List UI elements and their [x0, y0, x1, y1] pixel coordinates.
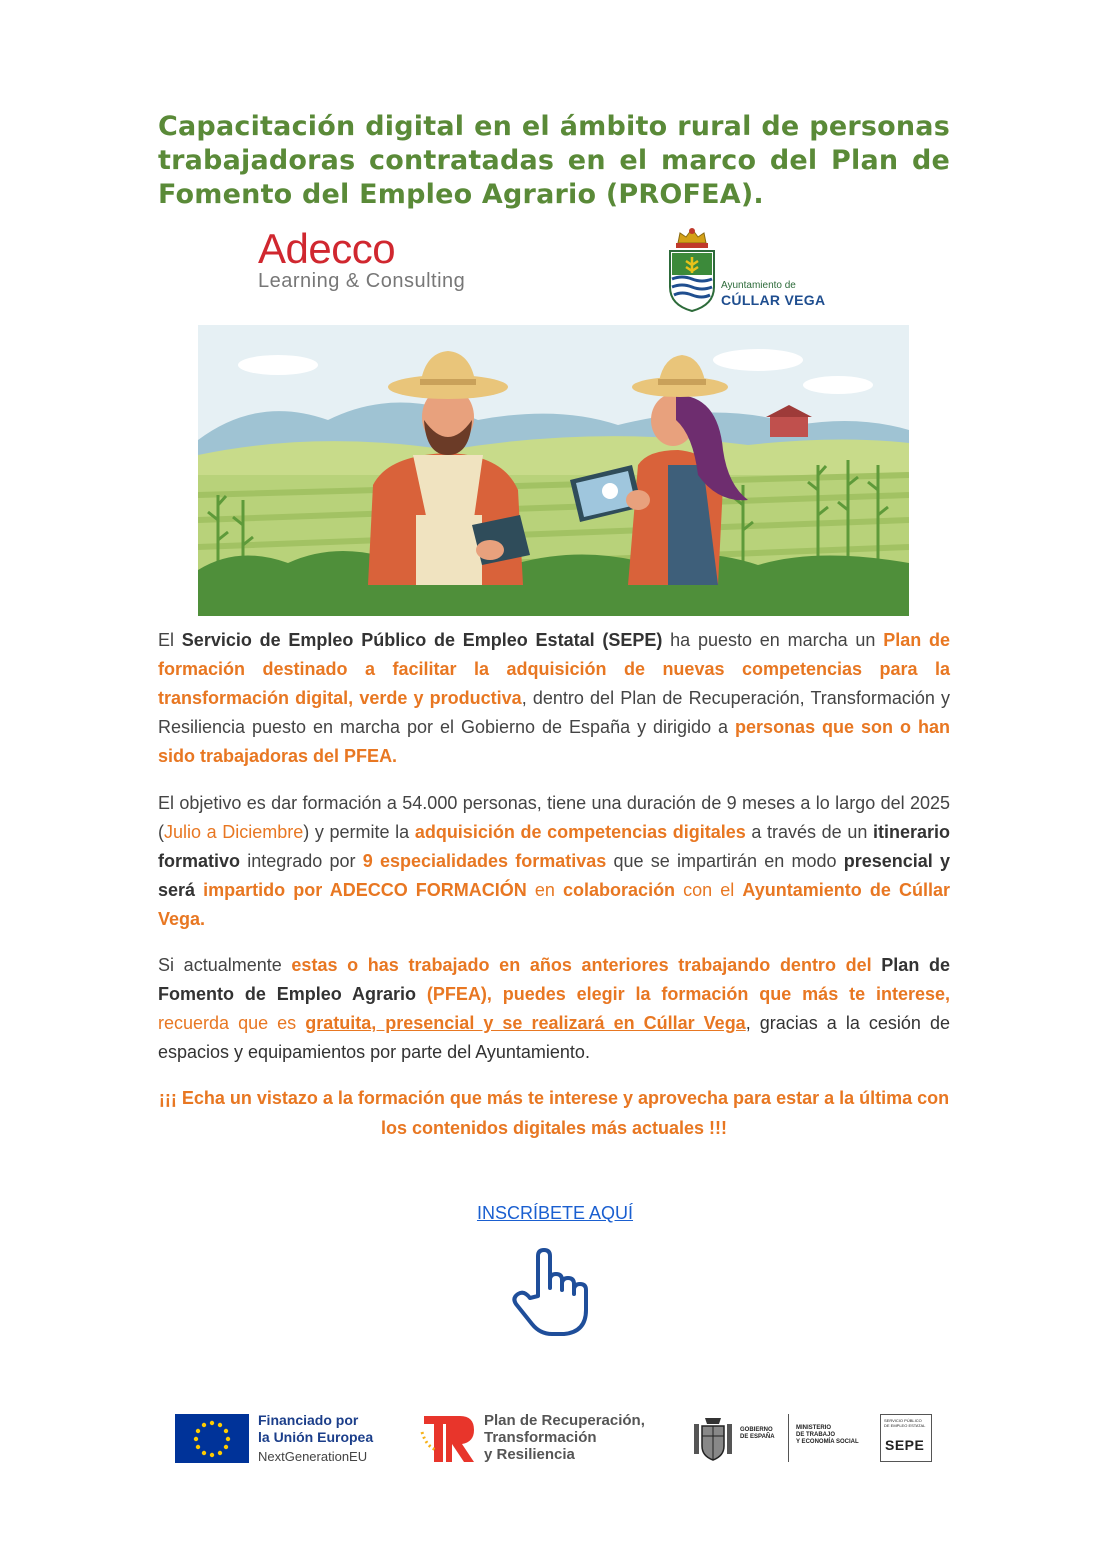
text-span: en	[526, 880, 564, 900]
highlight-especialidades: 9 especialidades formativas	[362, 851, 607, 871]
highlight-trabajado: estas o has trabajado en años anteriores trabajando dentro del	[291, 955, 872, 975]
text-span: El objetivo es dar formación a 54.000 personas, tiene una duración de 9 meses a lo largo del 2025 (	[158, 793, 950, 842]
prtr-line1: Plan de Recuperación,	[484, 1412, 645, 1429]
ayuntamiento-logo	[664, 225, 910, 325]
text-span: a través de un	[745, 822, 873, 842]
sepe-subtitle: SERVICIO PÚBLICO DE EMPLEO ESTATAL	[884, 1418, 926, 1428]
register-link[interactable]: INSCRÍBETE AQUÍ	[476, 1203, 634, 1223]
text-span: integrado por	[240, 851, 363, 871]
text-span: ha puesto en marcha un	[662, 630, 884, 650]
highlight-pfea: Plan de Fomento de Empleo Agrario	[158, 955, 950, 1004]
adecco-logo	[258, 225, 498, 298]
sepe-logo	[880, 1414, 932, 1462]
page-title: Capacitación digital en el ámbito rural de personas trabajadoras contratadas en el marco del Plan de Fomento del Empleo Agrario (PROFEA).	[158, 111, 950, 210]
text-span: , gracias a la cesión de espacios y equipamientos por parte del Ayuntamiento.	[158, 1013, 951, 1062]
gobierno-logos	[690, 1412, 940, 1464]
highlight-adecco: impartido por ADECCO FORMACIÓN	[203, 880, 527, 900]
ayuntamiento-label: Ayuntamiento de	[721, 280, 796, 291]
prtr-text	[484, 1412, 645, 1463]
paragraph-eligibility	[158, 951, 950, 1067]
eu-line1: Financiado por	[258, 1412, 359, 1428]
min-line1: MINISTERIO	[796, 1425, 832, 1431]
text-span: recuerda que es	[158, 1013, 306, 1033]
eu-flag-icon	[175, 1414, 249, 1463]
gobierno-text	[740, 1427, 775, 1441]
highlight-presencial: presencial y será	[158, 851, 951, 900]
paragraph-objective	[158, 789, 950, 934]
eu-funding-logo	[175, 1412, 390, 1464]
eu-funding-text	[258, 1412, 373, 1464]
prtr-line3: y Resiliencia	[484, 1446, 575, 1463]
text-span: Si actualmente	[158, 955, 292, 975]
text-span: , dentro del Plan de Recuperación, Transformación y Resiliencia puesto en marcha por el Gobierno de España y dirigido a	[158, 688, 950, 737]
divider	[788, 1414, 789, 1462]
prtr-logo	[418, 1410, 668, 1466]
paragraph-intro	[158, 626, 950, 771]
min-line2: DE TRABAJO	[796, 1432, 836, 1438]
eu-line2: la Unión Europea	[258, 1429, 374, 1445]
highlight-competencias: adquisición de competencias digitales	[414, 822, 746, 842]
text-span: que se impartirán en modo	[606, 851, 844, 871]
highlight-sepe: Servicio de Empleo Público de Empleo Estatal (SEPE)	[181, 630, 663, 650]
text-span: El	[158, 630, 182, 650]
text-span: ) y permite la	[303, 822, 415, 842]
coat-of-arms-icon	[664, 225, 720, 313]
highlight-elegir: (PFEA), puedes elegir la formación que más te interese,	[426, 984, 950, 1004]
highlight-itinerario: itinerario formativo	[158, 822, 950, 871]
highlight-dates: Julio a Diciembre	[164, 822, 304, 842]
highlight-plan: Plan de formación destinado a facilitar la adquisición de nuevas competencias para la transformación digital, verde y productiva	[158, 630, 950, 708]
highlight-ayuntamiento: Ayuntamiento de Cúllar Vega.	[158, 880, 950, 929]
adecco-brand: Adecco	[258, 225, 396, 272]
hand-pointer-icon[interactable]	[512, 1248, 592, 1338]
gob-line1: GOBIERNO	[740, 1427, 773, 1433]
gob-line2: DE ESPAÑA	[740, 1434, 775, 1440]
adecco-subtitle: Learning & Consulting	[258, 270, 466, 292]
eu-line3: NextGenerationEU	[258, 1449, 368, 1464]
prtr-line2: Transformación	[484, 1429, 597, 1446]
highlight-gratuita: gratuita, presencial y se realizará en Cúllar Vega	[305, 1013, 746, 1033]
highlight-target: personas que son o han sido trabajadoras del PFEA.	[158, 717, 950, 766]
farmers-tablet-illustration	[198, 325, 909, 616]
highlight-colaboracion: colaboración	[563, 880, 676, 900]
spain-coat-of-arms-icon	[690, 1414, 736, 1462]
ayuntamiento-name: CÚLLAR VEGA	[721, 292, 826, 308]
ministerio-text	[796, 1425, 859, 1446]
text-span: con el	[675, 880, 743, 900]
prtr-icon	[418, 1410, 478, 1466]
callout-text: ¡¡¡ Echa un vistazo a la formación que más te interese y aprovecha para estar a la última con los contenidos digitales más actuales !!!	[158, 1088, 950, 1138]
min-line3: Y ECONOMÍA SOCIAL	[796, 1439, 859, 1445]
sepe-name: SEPE	[885, 1437, 925, 1453]
